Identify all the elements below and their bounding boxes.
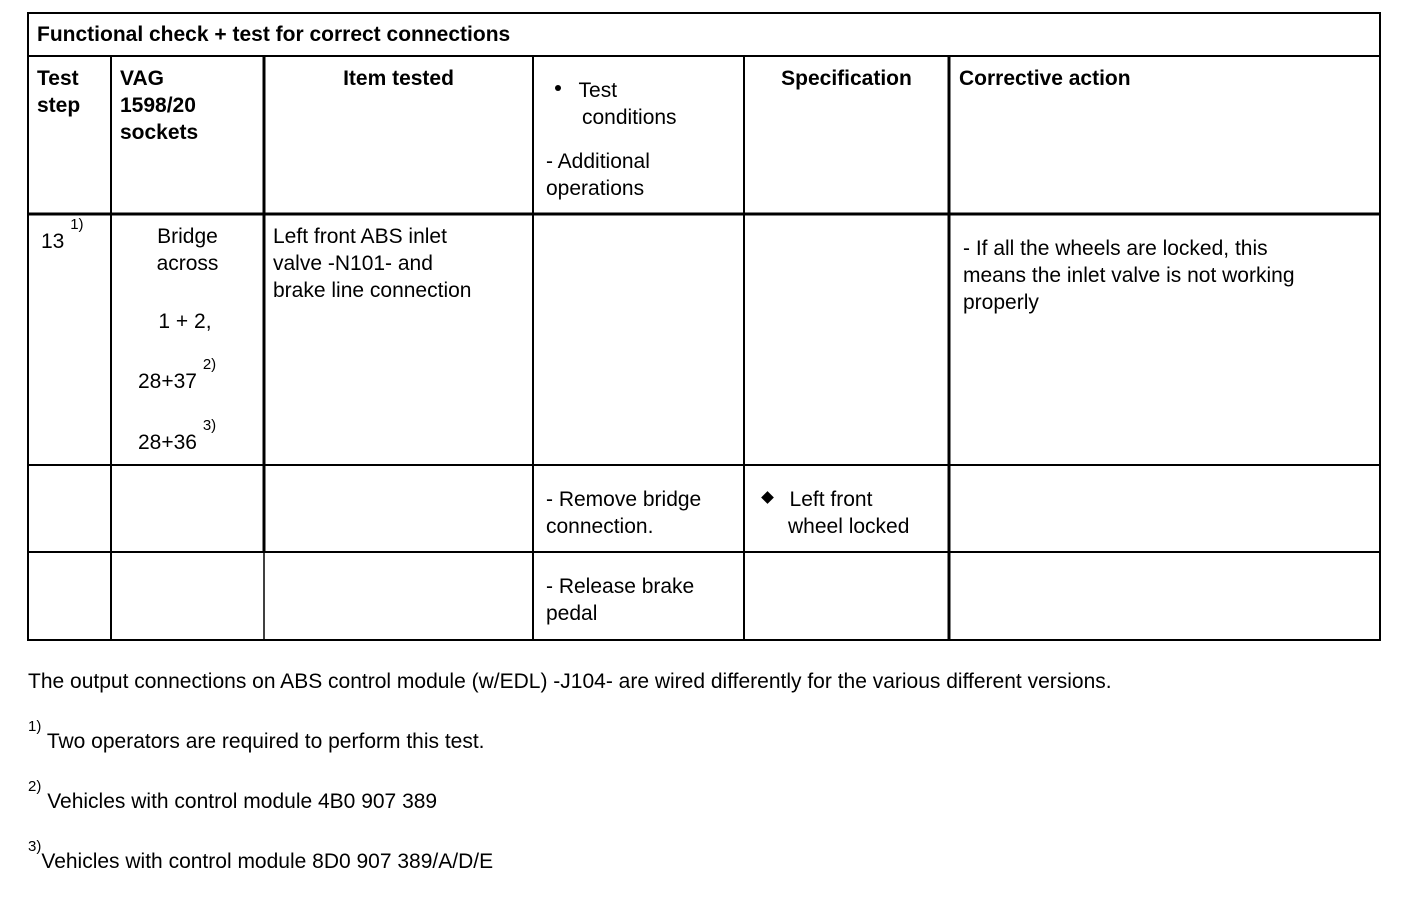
header-sockets: VAG 1598/20 sockets — [120, 67, 199, 144]
header-test-conditions: Test conditions — [555, 77, 677, 131]
header-item-tested: Item tested — [343, 67, 454, 90]
row2-specification: Left front wheel locked — [763, 486, 909, 540]
header-specification: Specification — [781, 67, 912, 90]
footnote-1: $^{1)}$ Two operators are required to perform this test. — [28, 718, 485, 753]
row1-socket-1: 1 + 2, — [158, 310, 212, 333]
row2-conditions: - Remove bridge connection. — [546, 488, 702, 538]
row1-sockets: Bridge across — [156, 225, 219, 275]
bullet-dot-icon — [555, 85, 561, 91]
diamond-bullet-icon — [761, 491, 774, 504]
header-additional-operations: - Additional operations — [546, 150, 650, 200]
header-test-step: Test step — [37, 67, 81, 117]
row1-corrective-action: - If all the wheels are locked, this means the inlet valve is not working properly — [963, 237, 1295, 314]
footnote-3: $^{3)}$Vehicles with control module 8D0 907 389/A/D/E — [28, 838, 494, 873]
row1-socket-2: 28+37 $^{2)}$ — [138, 356, 217, 393]
row1-item-tested: Left front ABS inlet valve -N101- and brake line connection — [273, 225, 472, 302]
table-title: Functional check + test for correct connections — [37, 23, 511, 46]
header-corrective-action: Corrective action — [959, 67, 1131, 90]
notes-intro: The output connections on ABS control module (w/EDL) -J104- are wired differently for the various different versions. — [28, 670, 1112, 693]
footnote-2: $^{2)}$ Vehicles with control module 4B0 907 389 — [28, 778, 438, 813]
row1-test-step: 13 $^{1)}$ — [41, 216, 84, 253]
row3-conditions: - Release brake pedal — [546, 575, 695, 625]
row1-socket-3: 28+36 $^{3)}$ — [138, 417, 217, 454]
